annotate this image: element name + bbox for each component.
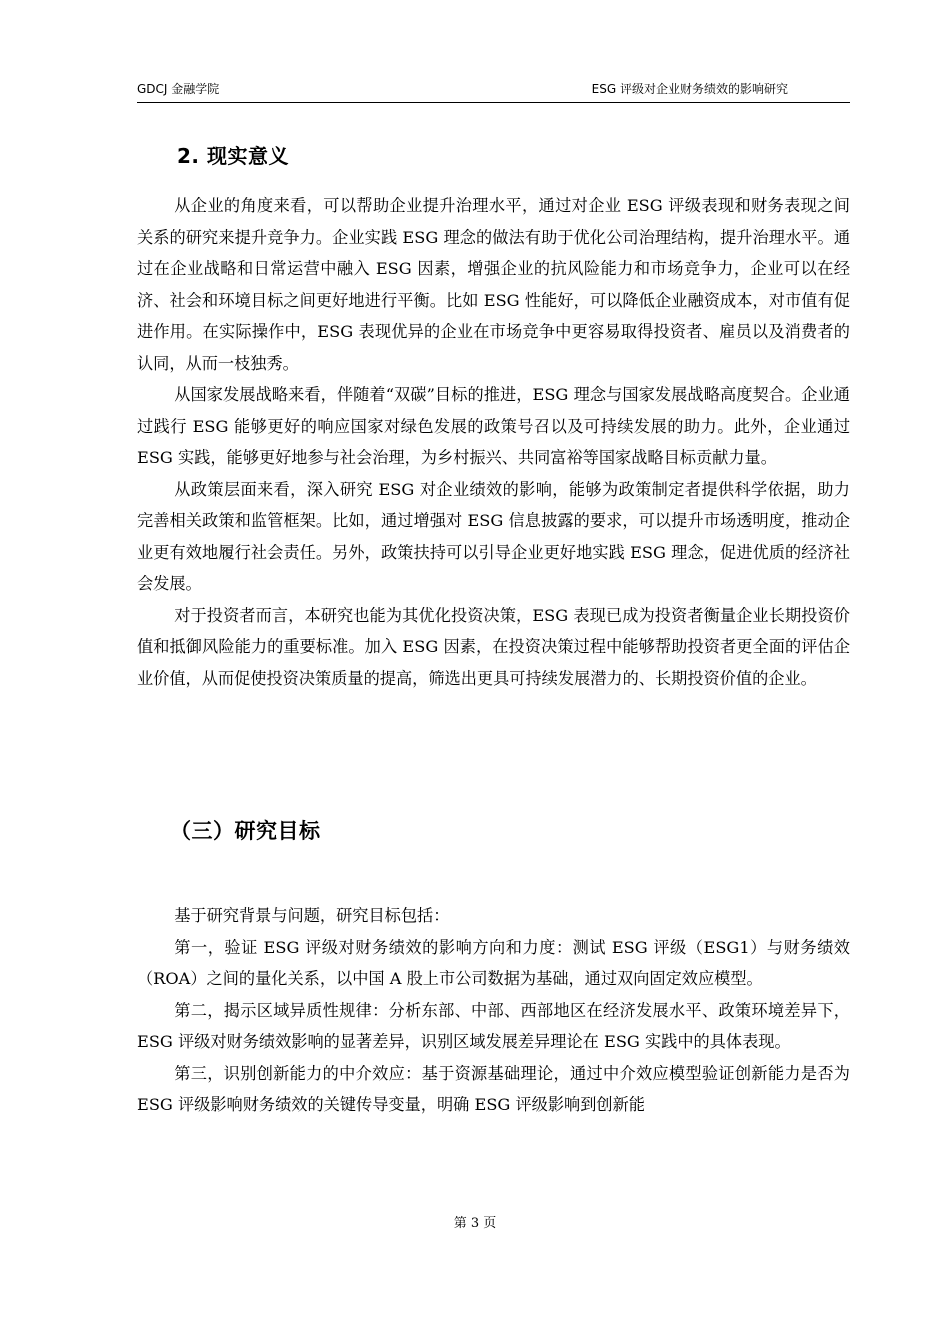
research-objectives-body <box>137 900 850 1121</box>
paragraph: 从企业的角度来看，可以帮助企业提升治理水平，通过对企业 ESG 评级表现和财务表现之间关系的研究来提升竞争力。企业实践 ESG 理念的做法有助于优化公司治理结构，提升治理水平。通过在企业战略和日常运营中融入 ESG 因素，增强企业的抗风险能力和市场竞争力，企业可以在经济、社会和环境目标之间更好地进行平衡。比如 ESG 性能好，可以降低企业融资成本，对市值有促进作用。在实际操作中，ESG 表现优异的企业在市场竞争中更容易取得投资者、雇员以及消费者的认同，从而一枝独秀。 <box>137 196 850 373</box>
page-number: 第 3 页 <box>453 1216 497 1231</box>
header-document-title: ESG 评级对企业财务绩效的影响研究 <box>591 82 788 96</box>
paragraph: 从国家发展战略来看，伴随着“双碳”目标的推进，ESG 理念与国家发展战略高度契合。企业通过践行 ESG 能够更好的响应国家对绿色发展的政策号召以及可持续发展的助力。此外，企业通过 ESG 实践，能够更好地参与社会治理，为乡村振兴、共同富裕等国家战略目标贡献力量。 <box>137 385 850 467</box>
subsection-heading-practical-significance: 2. 现实意义 <box>177 144 289 168</box>
paragraph: 第三，识别创新能力的中介效应：基于资源基础理论，通过中介效应模型验证创新能力是否为 ESG 评级影响财务绩效的关键传导变量，明确 ESG 评级影响到创新能 <box>137 1063 850 1114</box>
paragraph: 对于投资者而言，本研究也能为其优化投资决策，ESG 表现已成为投资者衡量企业长期投资价值和抵御风险能力的重要标准。加入 ESG 因素，在投资决策过程中能够帮助投资者更全面的评估企业价值，从而促使投资决策质量的提高，筛选出更具可持续发展潜力的、长期投资价值的企业。 <box>137 605 850 688</box>
header-institution: GDCJ 金融学院 <box>137 82 220 96</box>
section-heading-research-objectives: （三）研究目标 <box>170 819 321 843</box>
practical-significance-body <box>137 190 850 694</box>
paragraph: 基于研究背景与问题，研究目标包括： <box>174 906 450 925</box>
paragraph: 第二，揭示区域异质性规律：分析东部、中部、西部地区在经济发展水平、政策环境差异下，ESG 评级对财务绩效影响的显著差异，识别区域发展差异理论在 ESG 实践中的具体表现。 <box>137 1000 850 1051</box>
page-header <box>137 78 850 103</box>
paragraph: 第一，验证 ESG 评级对财务绩效的影响方向和力度：测试 ESG 评级（ESG1）与财务绩效（ROA）之间的量化关系，以中国 A 股上市公司数据为基础，通过双向固定效应模型。 <box>137 937 850 988</box>
paragraph: 从政策层面来看，深入研究 ESG 对企业绩效的影响，能够为政策制定者提供科学依据，助力完善相关政策和监管框架。比如，通过增强对 ESG 信息披露的要求，可以提升市场透明度，推动企业更有效地履行社会责任。另外，政策扶持可以引导企业更好地实践 ESG 理念，促进优质的经济社会发展。 <box>137 479 850 593</box>
